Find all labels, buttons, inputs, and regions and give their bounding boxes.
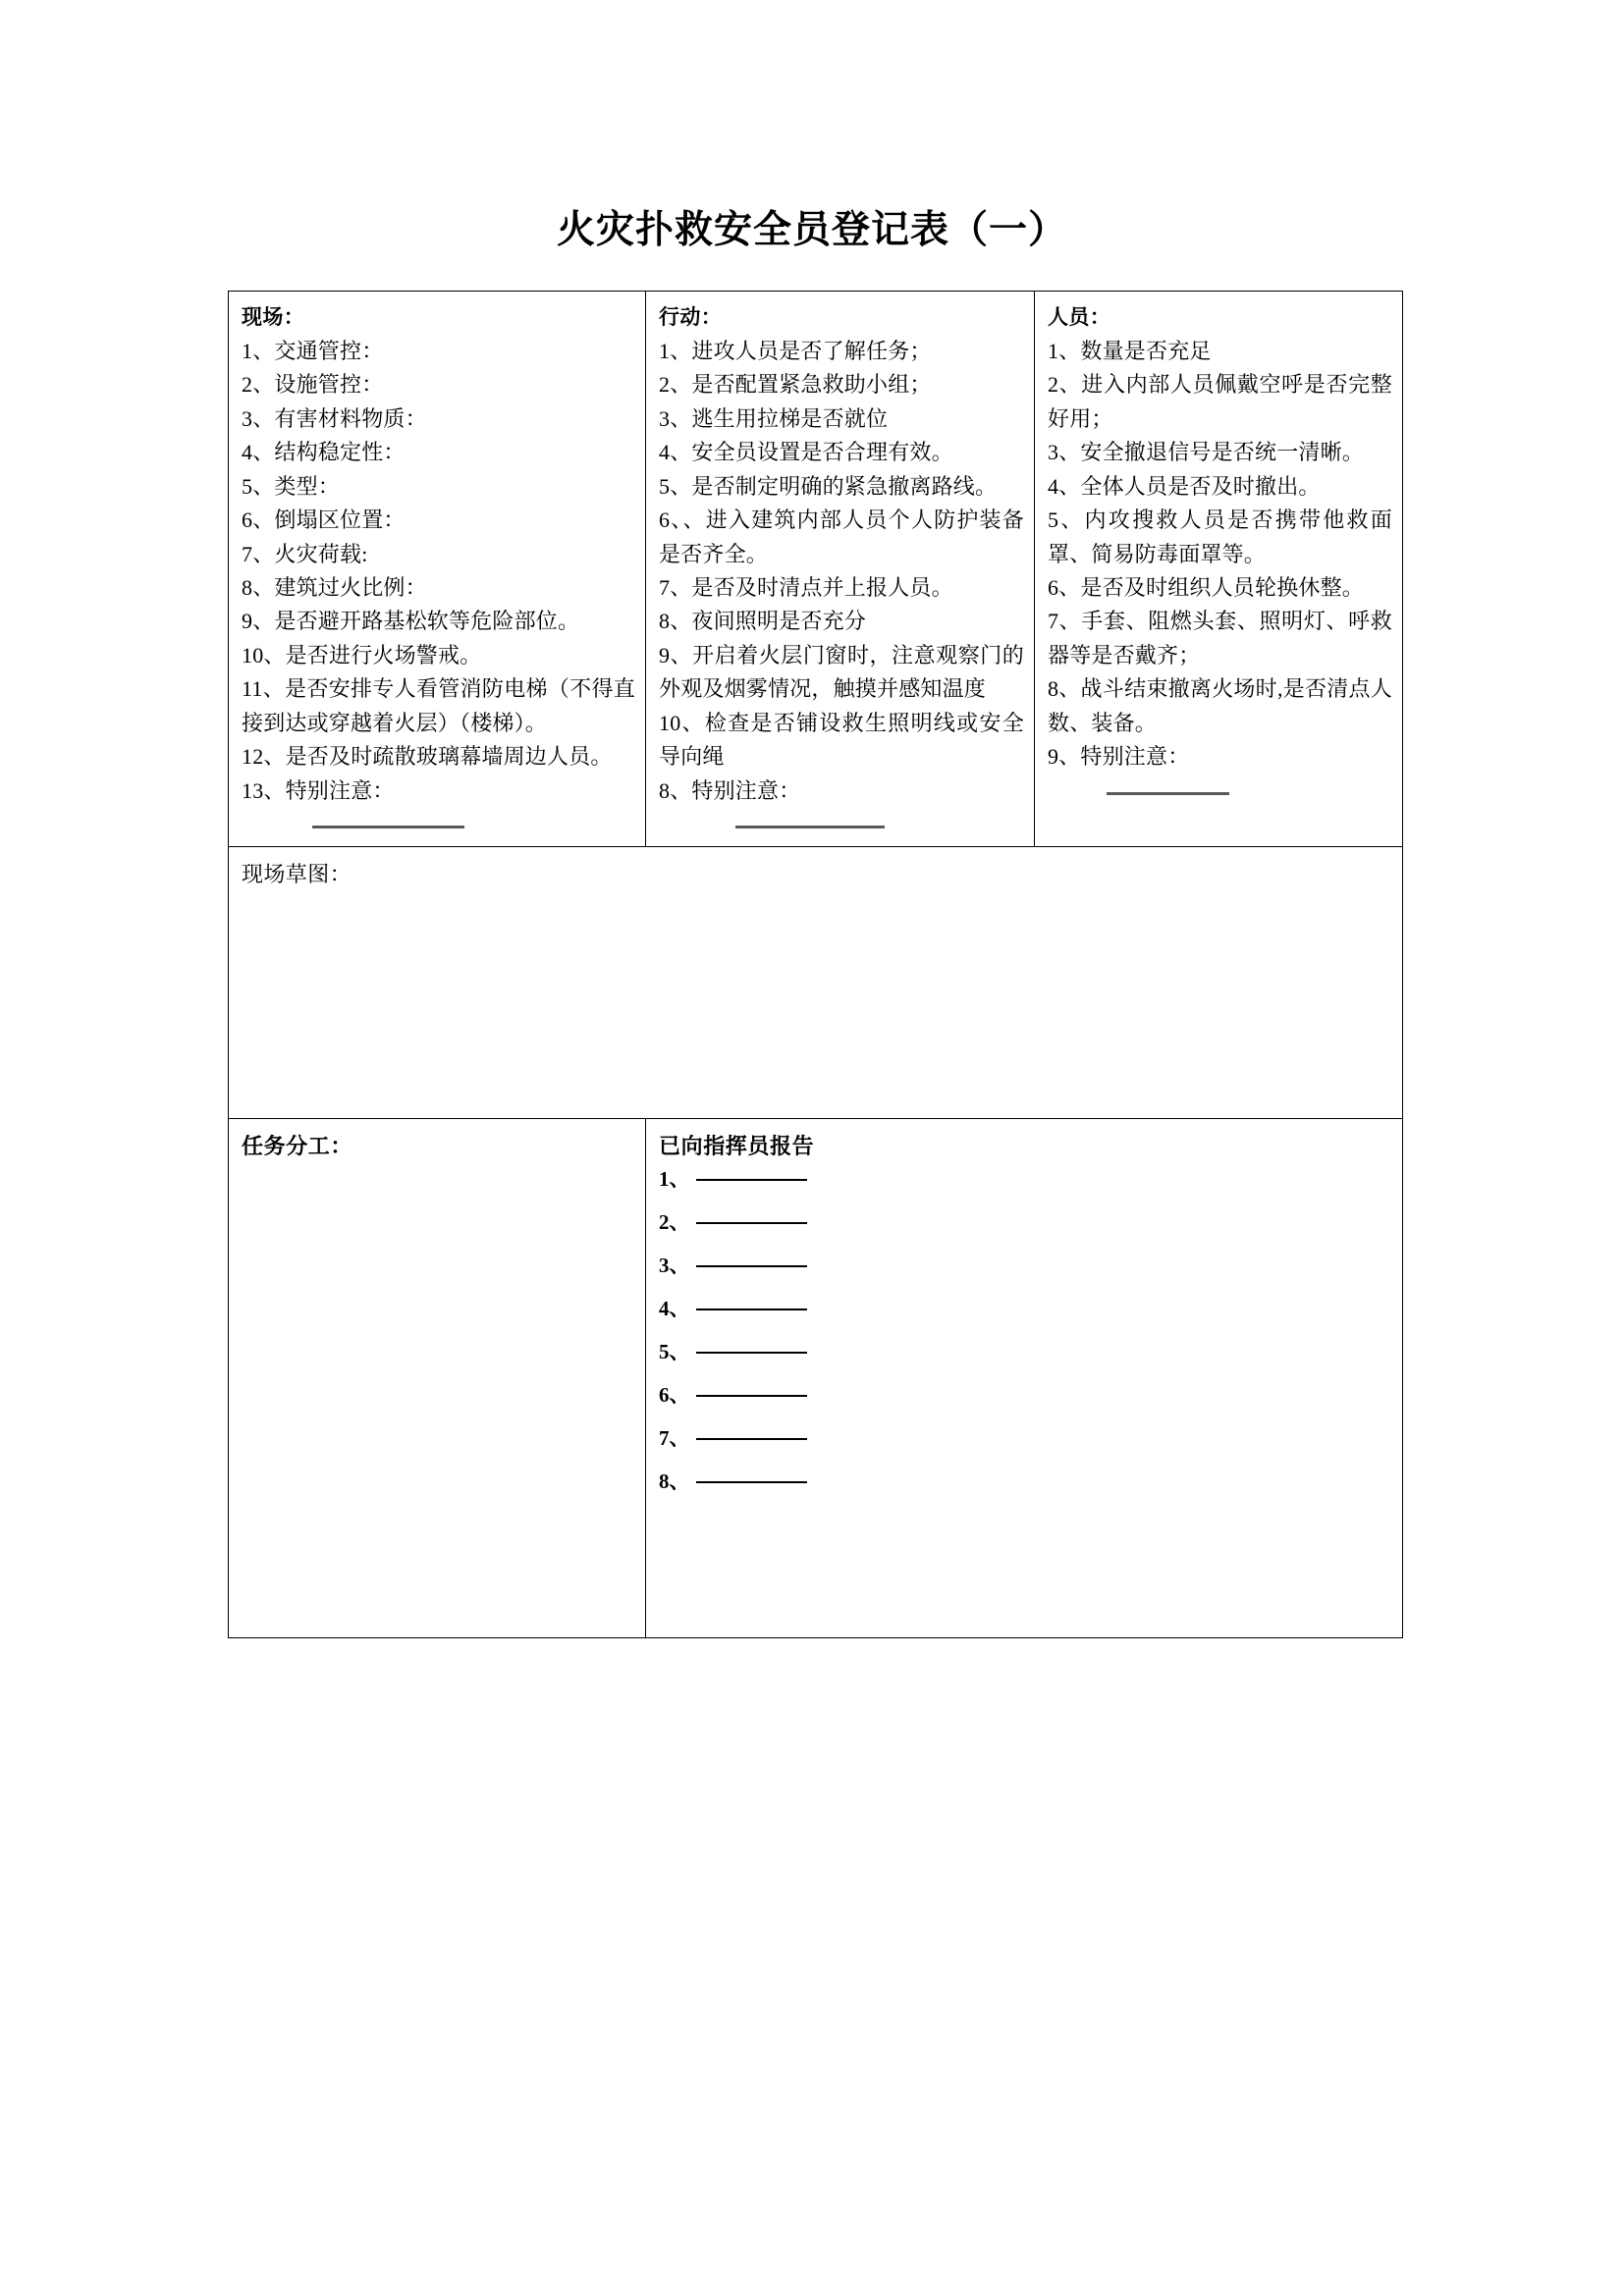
page-title: 火灾扑救安全员登记表（一） <box>556 209 1067 251</box>
special-note-blank-line <box>735 826 885 828</box>
checklist-cell-scene <box>229 292 646 847</box>
list-item: 2、设施管控： <box>242 372 384 398</box>
fill-in-blank[interactable] <box>696 1438 807 1440</box>
safety-officer-registration-table <box>228 291 1403 1638</box>
list-item-number: 4、 <box>659 1297 690 1321</box>
site-sketch-cell[interactable] <box>229 846 1403 1118</box>
checklist-row <box>229 292 1403 847</box>
list-item: 6、是否及时组织人员轮换休整。 <box>1048 574 1365 600</box>
list-item: 2、是否配置紧急救助小组； <box>659 372 932 398</box>
list-item-number: 7、 <box>659 1426 690 1451</box>
commander-report-cell[interactable] <box>646 1118 1403 1637</box>
task-assignment-cell[interactable] <box>229 1118 646 1637</box>
list-item: 1、交通管控： <box>242 339 384 364</box>
list-item: 4、结构稳定性： <box>242 440 406 465</box>
fill-in-blank[interactable] <box>696 1179 807 1181</box>
list-item: 3、安全撤退信号是否统一清晰。 <box>1048 440 1365 465</box>
list-item: 8、战斗结束撤离火场时,是否清点人数、装备。 <box>1048 676 1392 735</box>
list-item: 3、逃生用拉梯是否就位 <box>659 405 889 431</box>
list-item: 1、数量是否充足 <box>1048 339 1212 364</box>
fill-in-blank[interactable] <box>696 1395 807 1397</box>
site-sketch-label: 现场草图： <box>242 861 352 886</box>
list-item: 7、火灾荷载: <box>242 541 368 566</box>
fill-in-blank[interactable] <box>696 1352 807 1354</box>
list-item: 3、有害材料物质： <box>242 405 427 431</box>
list-item: 10、检查是否铺设救生照明线或安全导向绳 <box>659 710 1024 770</box>
checklist-header-action: 行动： <box>659 306 723 329</box>
list-item: 5、是否制定明确的紧急撤离路线。 <box>659 473 998 499</box>
list-item <box>659 1299 1392 1319</box>
commander-report-label: 已向指挥员报告 <box>659 1133 815 1158</box>
list-item <box>659 1471 1392 1492</box>
task-assignment-label: 任务分工： <box>242 1133 353 1158</box>
list-item: 8、夜间照明是否充分 <box>659 609 867 634</box>
special-note-blank-line <box>1107 792 1229 795</box>
checklist-items-personnel <box>1048 335 1392 774</box>
list-item: 10、是否进行火场警戒。 <box>242 642 482 667</box>
list-item-number: 5、 <box>659 1340 690 1364</box>
fill-in-blank[interactable] <box>696 1222 807 1224</box>
checklist-header-personnel: 人员： <box>1048 306 1111 329</box>
list-item: 12、是否及时疏散玻璃幕墙周边人员。 <box>242 744 613 770</box>
site-sketch-row <box>229 846 1403 1118</box>
list-item: 11、是否安排专人看管消防电梯（不得直接到达或穿越着火层）（楼梯）。 <box>242 676 635 735</box>
fill-in-blank[interactable] <box>696 1308 807 1310</box>
list-item: 6、倒塌区位置： <box>242 507 406 533</box>
list-item-number: 1、 <box>659 1167 690 1192</box>
special-note-blank-line <box>312 826 464 828</box>
list-item: 5、内攻搜救人员是否携带他救面罩、简易防毒面罩等。 <box>1048 507 1392 566</box>
list-item: 7、是否及时清点并上报人员。 <box>659 574 953 600</box>
list-item: 7、手套、阻燃头套、照明灯、呼救器等是否戴齐； <box>1048 609 1392 667</box>
list-item-number: 8、 <box>659 1469 690 1494</box>
list-item: 5、类型： <box>242 473 341 499</box>
list-item-number: 3、 <box>659 1254 690 1278</box>
checklist-cell-personnel <box>1035 292 1403 847</box>
list-item <box>659 1212 1392 1233</box>
list-item: 1、进攻人员是否了解任务； <box>659 339 932 364</box>
list-item <box>659 1428 1392 1449</box>
fill-in-blank[interactable] <box>696 1481 807 1483</box>
list-item: 9、开启着火层门窗时，注意观察门的外观及烟雾情况，触摸并感知温度 <box>659 642 1024 702</box>
list-item: 4、安全员设置是否合理有效。 <box>659 440 953 465</box>
list-item: 6、、进入建筑内部人员个人防护装备是否齐全。 <box>659 507 1024 566</box>
list-item: 9、是否避开路基松软等危险部位。 <box>242 609 580 634</box>
fill-in-blank[interactable] <box>696 1265 807 1267</box>
list-item: 13、特别注意： <box>242 777 395 803</box>
list-item-number: 6、 <box>659 1383 690 1408</box>
checklist-header-scene: 现场： <box>242 306 305 329</box>
checklist-items-action <box>659 335 1024 808</box>
list-item <box>659 1342 1392 1362</box>
list-item: 8、建筑过火比例： <box>242 574 427 600</box>
list-item: 9、特别注意： <box>1048 744 1190 770</box>
bottom-row <box>229 1118 1403 1637</box>
commander-report-list <box>659 1169 1392 1492</box>
list-item <box>659 1385 1392 1406</box>
list-item <box>659 1255 1392 1276</box>
list-item-number: 2、 <box>659 1210 690 1235</box>
list-item: 2、进入内部人员佩戴空呼是否完整好用； <box>1048 372 1392 431</box>
list-item: 8、特别注意： <box>659 777 801 803</box>
list-item: 4、全体人员是否及时撤出。 <box>1048 473 1321 499</box>
checklist-items-scene <box>242 335 635 808</box>
checklist-cell-action <box>646 292 1035 847</box>
list-item <box>659 1169 1392 1190</box>
